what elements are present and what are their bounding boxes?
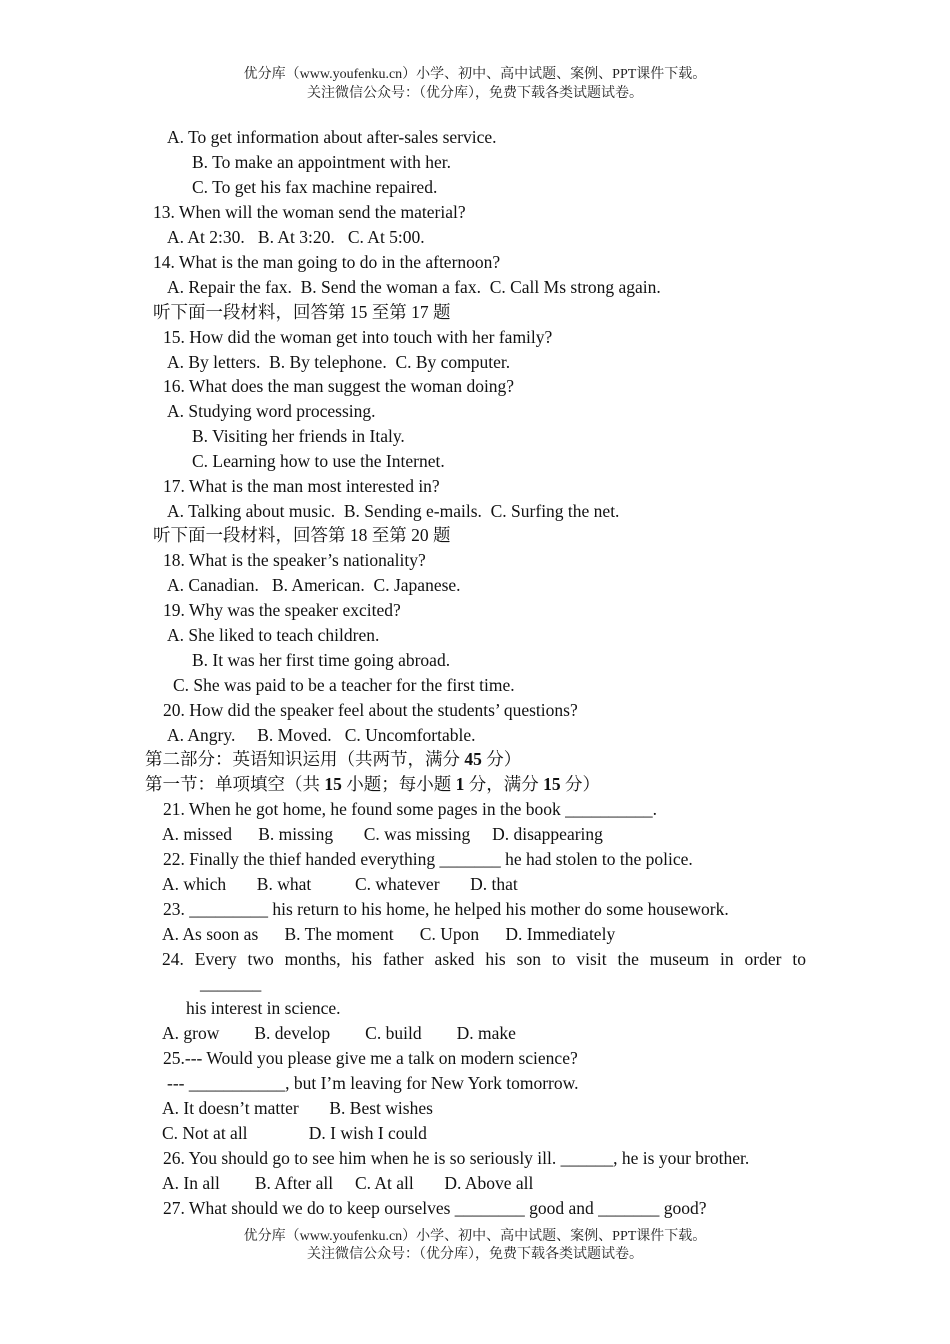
q22-question: 22. Finally the thief handed everything _______ he had stolen to the police. [163, 849, 693, 869]
q13-options: A. At 2:30. B. At 3:20. C. At 5:00. [167, 227, 425, 247]
q21-options: A. missed B. missing C. was missing D. disappearing [162, 824, 603, 844]
q20-question: 20. How did the speaker feel about the students’ questions? [163, 700, 578, 720]
q12-option-a: A. To get information about after-sales service. [167, 127, 497, 147]
q14-question: 14. What is the man going to do in the afternoon? [153, 252, 501, 272]
q12-option-c: C. To get his fax machine repaired. [192, 177, 438, 197]
q24-question-continued: his interest in science. [186, 998, 341, 1018]
q25-options-ab: A. It doesn’t matter B. Best wishes [162, 1098, 433, 1118]
q27-question: 27. What should we do to keep ourselves ________ good and _______ good? [163, 1198, 707, 1218]
q25-question: 25.--- Would you please give me a talk on modern science? [163, 1048, 578, 1068]
section-one-heading: 第一节：单项填空（共 15 小题；每小题 1 分，满分 15 分） [145, 774, 600, 794]
q25-options-cd: C. Not at all D. I wish I could [162, 1123, 427, 1143]
q19-option-c: C. She was paid to be a teacher for the first time. [173, 675, 515, 695]
q15-options: A. By letters. B. By telephone. C. By computer. [167, 352, 511, 372]
q12-option-b: B. To make an appointment with her. [192, 152, 451, 172]
page-header-line-2: 关注微信公众号：（优分库），免费下载各类试题试卷。 [307, 86, 643, 101]
q17-options: A. Talking about music. B. Sending e-mails. C. Surfing the net. [167, 501, 620, 521]
q18-question: 18. What is the speaker’s nationality? [163, 550, 426, 570]
page-footer-line-2: 关注微信公众号：（优分库），免费下载各类试题试卷。 [307, 1247, 643, 1262]
q16-question: 16. What does the man suggest the woman doing? [163, 376, 515, 396]
section-instruction-15-17: 听下面一段材料，回答第 15 至第 17 题 [153, 302, 451, 322]
q23-question: 23. _________ his return to his home, he helped his mother do some housework. [163, 899, 729, 919]
q16-option-c: C. Learning how to use the Internet. [192, 451, 445, 471]
q24-options: A. grow B. develop C. build D. make [162, 1023, 516, 1043]
q17-question: 17. What is the man most interested in? [163, 476, 440, 496]
q13-question: 13. When will the woman send the material? [153, 202, 466, 222]
q19-option-b: B. It was her first time going abroad. [192, 650, 451, 670]
page-footer-line-1: 优分库（www.youfenku.cn）小学、初中、高中试题、案例、PPT课件下载。 [243, 1229, 707, 1244]
q24-blank: _______ [200, 973, 262, 993]
q20-options: A. Angry. B. Moved. C. Uncomfortable. [167, 725, 476, 745]
q24-question: 24. Every two months, his father asked his son to visit the museum in order to [162, 949, 806, 969]
q19-question: 19. Why was the speaker excited? [163, 600, 401, 620]
q19-option-a: A. She liked to teach children. [167, 625, 380, 645]
q23-options: A. As soon as B. The moment C. Upon D. Immediately [162, 924, 616, 944]
q14-options: A. Repair the fax. B. Send the woman a fax. C. Call Ms strong again. [167, 277, 661, 297]
q16-option-a: A. Studying word processing. [167, 401, 376, 421]
q26-question: 26. You should go to see him when he is so seriously ill. ______, he is your brother. [163, 1148, 750, 1168]
q22-options: A. which B. what C. whatever D. that [162, 874, 518, 894]
q15-question: 15. How did the woman get into touch with her family? [163, 327, 553, 347]
section-instruction-18-20: 听下面一段材料，回答第 18 至第 20 题 [153, 525, 451, 545]
q18-options: A. Canadian. B. American. C. Japanese. [167, 575, 461, 595]
q25-response: --- ___________, but I’m leaving for New York tomorrow. [167, 1073, 579, 1093]
page-header-line-1: 优分库（www.youfenku.cn）小学、初中、高中试题、案例、PPT课件下载。 [243, 67, 707, 82]
q21-question: 21. When he got home, he found some pages in the book __________. [163, 799, 657, 819]
q26-options: A. In all B. After all C. At all D. Above all [162, 1173, 534, 1193]
part-two-heading: 第二部分：英语知识运用（共两节，满分 45 分） [145, 749, 522, 769]
q16-option-b: B. Visiting her friends in Italy. [192, 426, 405, 446]
